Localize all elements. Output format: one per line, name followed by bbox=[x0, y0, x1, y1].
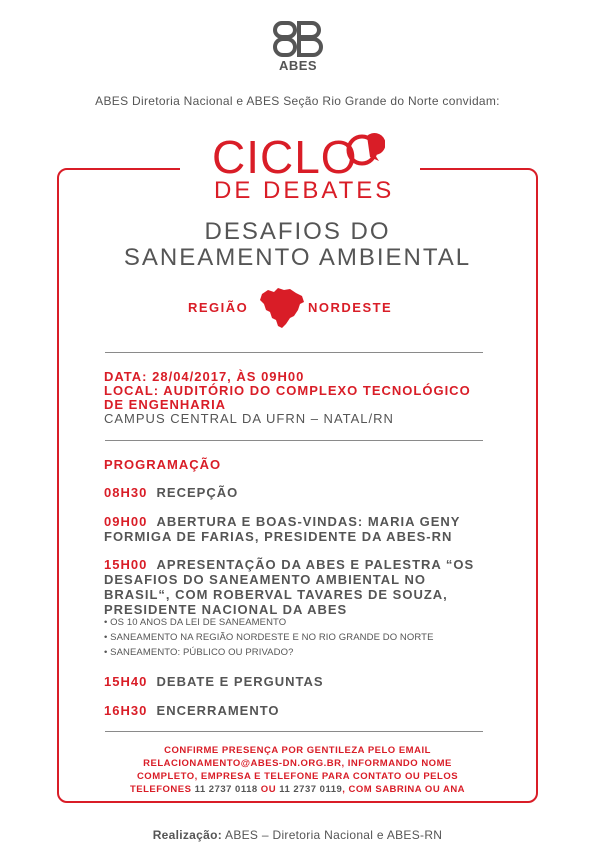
program-desc: FORMIGA DE FARIAS, PRESIDENTE DA ABES-RN bbox=[104, 529, 453, 544]
divider-middle bbox=[105, 440, 483, 441]
event-date: DATA: 28/04/2017, ÀS 09H00 bbox=[104, 369, 305, 384]
confirm-line-1: CONFIRME PRESENÇA POR GENTILEZA PELO EMAIL bbox=[164, 745, 431, 756]
program-bullet: • SANEAMENTO: PÚBLICO OU PRIVADO? bbox=[104, 647, 294, 658]
region-label-left: REGIÃO bbox=[188, 300, 249, 315]
logo-text: ABES bbox=[278, 58, 318, 73]
abes-logo bbox=[272, 20, 324, 73]
abes-logo-mark-icon bbox=[272, 20, 324, 58]
title-de-debates: DE DEBATES bbox=[214, 177, 395, 204]
subtitle-line-2: SANEAMENTO AMBIENTAL bbox=[123, 244, 472, 271]
footer-credits bbox=[0, 828, 595, 842]
speech-bubble-icon bbox=[345, 128, 385, 170]
confirm-phone-1[interactable]: 11 2737 0118 bbox=[194, 784, 258, 795]
confirm-phone-2[interactable]: 11 2737 0119 bbox=[279, 784, 343, 795]
program-desc: ABERTURA E BOAS-VINDAS: MARIA GENY bbox=[156, 514, 461, 529]
program-item bbox=[104, 703, 494, 718]
program-heading: PROGRAMAÇÃO bbox=[104, 457, 222, 472]
confirm-line-2-rest: , INFORMANDO NOME bbox=[341, 758, 452, 769]
program-item bbox=[104, 674, 494, 689]
subtitle-line-1: DESAFIOS DO bbox=[204, 218, 391, 245]
footer-text: ABES – Diretoria Nacional e ABES-RN bbox=[222, 828, 443, 842]
confirm-line-4 bbox=[90, 783, 505, 796]
northeast-map-icon bbox=[258, 284, 306, 332]
program-desc: APRESENTAÇÃO DA ABES E PALESTRA “OS bbox=[156, 557, 475, 572]
event-local-line-2: DE ENGENHARIA bbox=[104, 397, 227, 412]
program-item bbox=[104, 485, 494, 500]
event-local-line-1: LOCAL: AUDITÓRIO DO COMPLEXO TECNOLÓGICO bbox=[104, 383, 471, 398]
program-time: 16H30 bbox=[104, 703, 148, 718]
program-time: 09H00 bbox=[104, 514, 148, 529]
program-item bbox=[104, 514, 494, 544]
title-ciclo: CICLO bbox=[212, 131, 358, 183]
program-desc: RECEPÇÃO bbox=[156, 485, 239, 500]
divider-bottom bbox=[105, 731, 483, 732]
program-desc: PRESIDENTE NACIONAL DA ABES bbox=[104, 602, 348, 617]
program-time: 15H00 bbox=[104, 557, 148, 572]
confirm-block bbox=[90, 744, 505, 796]
invite-text: ABES Diretoria Nacional e ABES Seção Rio Grande do Norte convidam: bbox=[95, 94, 500, 108]
program-desc: BRASIL“, COM ROBERVAL TAVARES DE SOUZA, bbox=[104, 587, 448, 602]
confirm-line-2 bbox=[90, 757, 505, 770]
footer-label: Realização: bbox=[152, 828, 223, 842]
program-desc: DESAFIOS DO SANEAMENTO AMBIENTAL NO bbox=[104, 572, 426, 587]
confirm-line-3: COMPLETO, EMPRESA E TELEFONE PARA CONTATO OU PELOS bbox=[136, 771, 459, 782]
confirm-contacts: , COM SABRINA OU ANA bbox=[342, 784, 466, 795]
program-desc: ENCERRAMENTO bbox=[156, 703, 280, 718]
event-campus: CAMPUS CENTRAL DA UFRN – NATAL/RN bbox=[104, 411, 394, 426]
program-bullet: • OS 10 ANOS DA LEI DE SANEAMENTO bbox=[104, 617, 287, 628]
program-time: 08H30 bbox=[104, 485, 148, 500]
confirm-or: OU bbox=[257, 784, 280, 795]
region-label-right: NORDESTE bbox=[308, 300, 393, 315]
program-item bbox=[104, 557, 494, 617]
confirm-email-link[interactable]: RELACIONAMENTO@ABES-DN.ORG.BR bbox=[143, 758, 342, 769]
divider-top bbox=[105, 352, 483, 353]
program-desc: DEBATE E PERGUNTAS bbox=[156, 674, 324, 689]
confirm-phones-label: TELEFONES bbox=[129, 784, 195, 795]
program-bullet: • SANEAMENTO NA REGIÃO NORDESTE E NO RIO GRANDE DO NORTE bbox=[104, 632, 434, 643]
program-time: 15H40 bbox=[104, 674, 148, 689]
